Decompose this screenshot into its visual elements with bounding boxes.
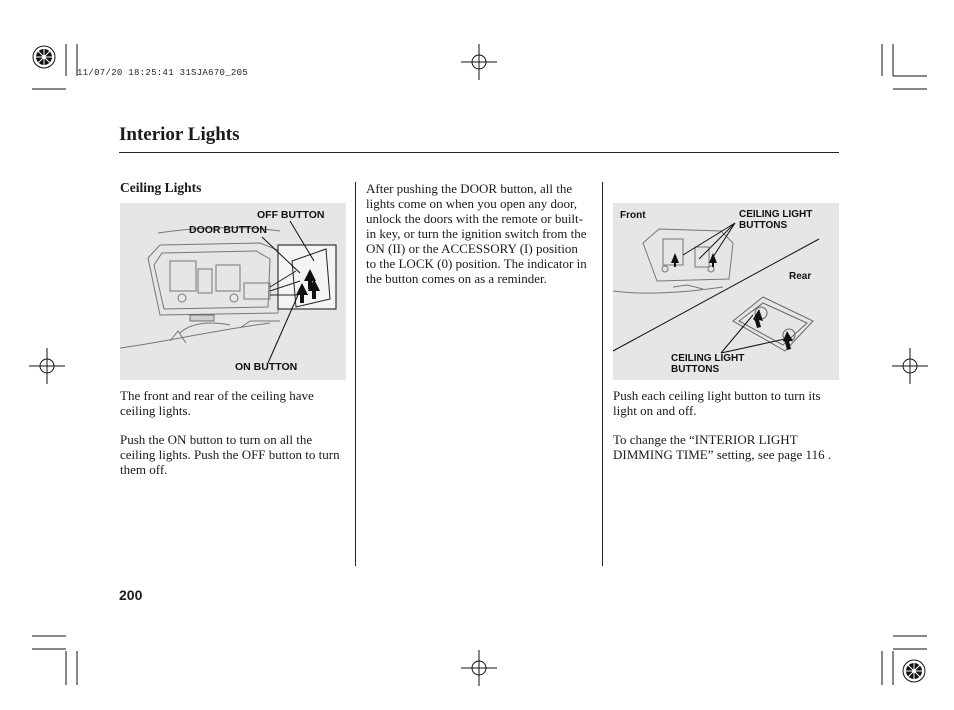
ceiling-light-buttons-callout-top: CEILING LIGHT BUTTONS	[739, 209, 813, 231]
column-divider-2	[602, 182, 603, 566]
starburst-target-bottom-right	[903, 660, 925, 682]
registration-target-right	[892, 348, 928, 384]
paragraph-door-button: After pushing the DOOR button, all the lights come on when you open any door, unlock the doors with the remote or built-in key, or turn the ignition switch from the ON (II) or the ACCESSORY (I) position to the LOCK (0) position. The indicator in the button comes on as a reminder.	[366, 181, 587, 286]
front-label: Front	[620, 210, 646, 221]
paragraph-dimming-time: To change the “INTERIOR LIGHT DIMMING TIME” setting, see page 116 .	[613, 432, 832, 462]
off-button-callout: OFF BUTTON	[257, 209, 325, 221]
ceiling-lights-figure	[613, 203, 839, 380]
paragraph-push-button: Push each ceiling light button to turn its light on and off.	[613, 388, 821, 418]
starburst-target-top-left	[33, 46, 55, 68]
ceiling-light-buttons-callout-bottom: CEILING LIGHT BUTTONS	[671, 353, 745, 375]
registration-target-bottom	[461, 650, 497, 686]
print-stamp: 11/07/20 18:25:41 31SJA670_205	[77, 68, 249, 78]
door-button-callout: DOOR BUTTON	[189, 224, 267, 236]
front-ceiling-light-figure	[120, 203, 346, 380]
title-rule	[119, 152, 839, 153]
column-divider-1	[355, 182, 356, 566]
section-heading-ceiling-lights: Ceiling Lights	[120, 180, 202, 195]
rear-label: Rear	[789, 271, 812, 282]
registration-target-top	[461, 44, 497, 80]
page-title: Interior Lights	[119, 124, 240, 145]
paragraph-on-off: Push the ON button to turn on all the ceiling lights. Push the OFF button to turn them off.	[120, 432, 340, 477]
on-button-callout: ON BUTTON	[235, 361, 298, 373]
paragraph-front-rear: The front and rear of the ceiling have ceiling lights.	[120, 388, 314, 418]
registration-target-left	[29, 348, 65, 384]
page-number: 200	[119, 587, 143, 603]
